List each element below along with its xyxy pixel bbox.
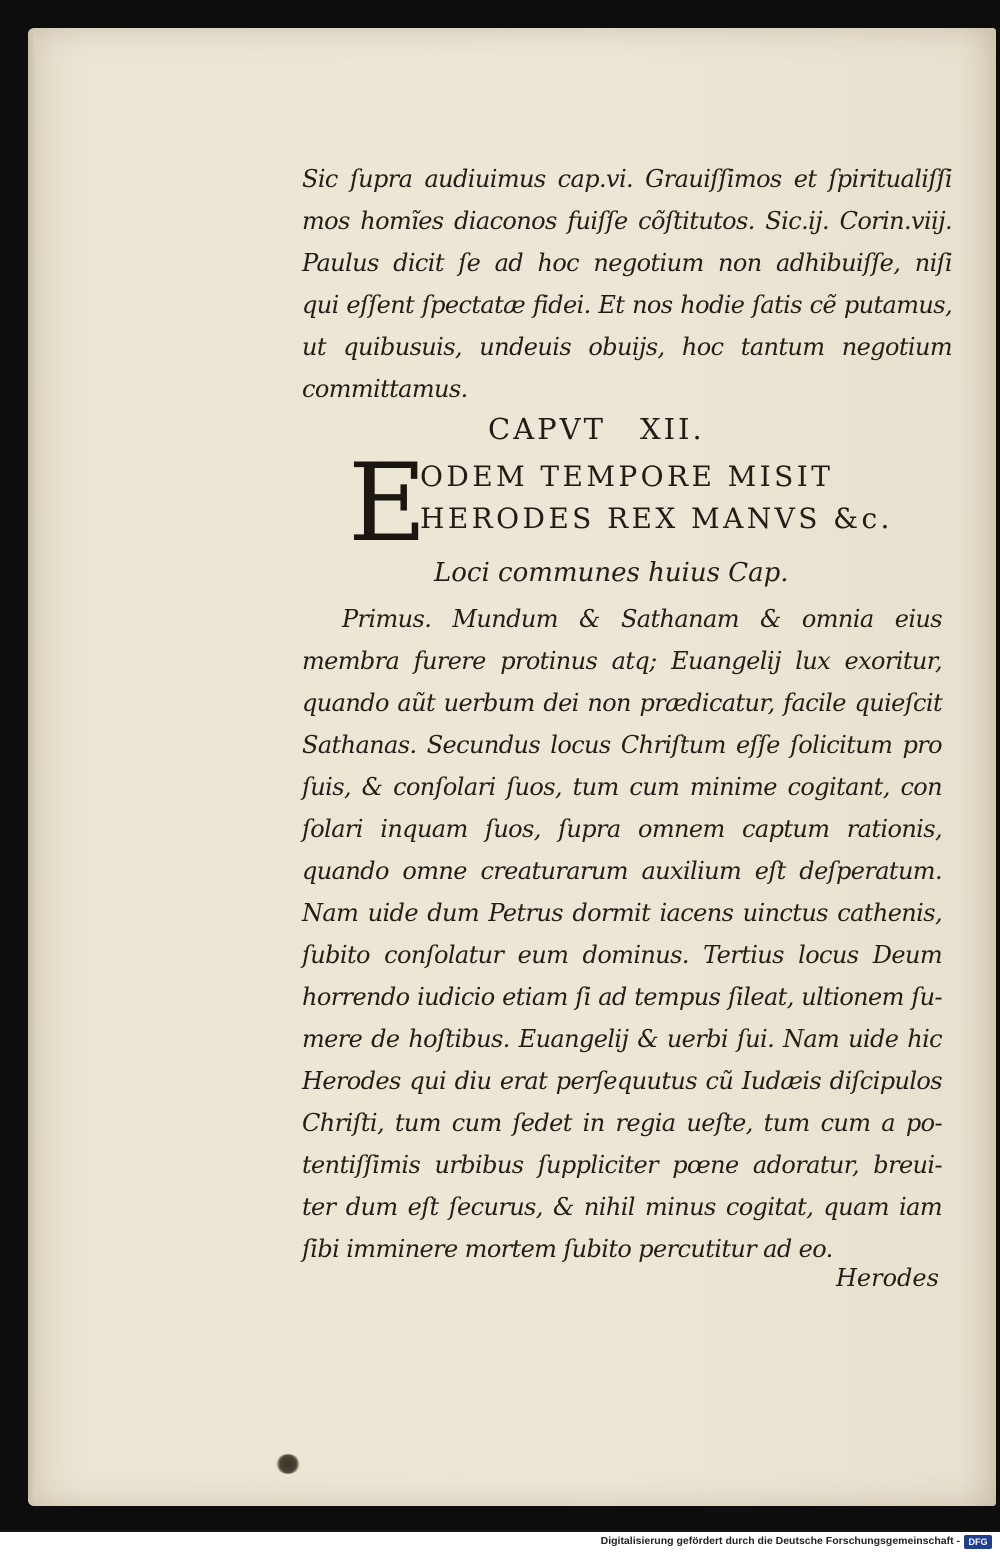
opening-caps-line: ODEM TEMPORE MISIT [420, 460, 834, 493]
text-line: quando aũt uerbum dei non prædicatur, facile quieſcit [302, 689, 942, 717]
text-line: ſibi imminere mortem ſubito percutitur ad eo. [302, 1235, 833, 1263]
text-line: Sathanas. Secundus locus Chriſtum eſſe ſolicitum pro [302, 731, 942, 759]
text-line: Herodes qui diu erat perſequutus cũ Iudæis diſcipulos [302, 1067, 942, 1095]
text-line: Chriſti, tum cum ſedet in regia ueſte, tum cum a po- [302, 1109, 942, 1137]
text-line: tentiſſimis urbibus ſuppliciter pœne adoratur, breui- [302, 1151, 942, 1179]
text-line: ſolari inquam ſuos, ſupra omnem captum rationis, [302, 815, 942, 843]
chapter-heading [488, 412, 705, 446]
text-line: committamus. [302, 375, 468, 403]
text-line: mos homĩes diaconos fuiſſe cõſtitutos. Sic.ij. Corin.viij. [302, 207, 952, 235]
page-gutter-edge [28, 34, 36, 1500]
footer-bar [0, 1532, 1000, 1553]
drop-capital: E [348, 441, 427, 566]
text-line: ſuis, & conſolari ſuos, tum cum minime cogitant, con [302, 773, 942, 801]
text-line: ut quibusuis, undeuis obuijs, hoc tantum negotium [302, 333, 952, 361]
funding-credit: Digitalisierung gefördert durch die Deutsche Forschungsgemeinschaft - [600, 1535, 960, 1547]
loci-subheading: Loci communes huius Cap. [434, 558, 789, 588]
text-line: ſubito conſolatur eum dominus. Tertius locus Deum [302, 941, 942, 969]
text-line: ter dum eſt ſecurus, & nihil minus cogitat, quam iam [302, 1193, 942, 1221]
ink-blot [276, 1454, 300, 1474]
text-line: quando omne creaturarum auxilium eſt deſperatum. [302, 857, 942, 885]
text-line: Nam uide dum Petrus dormit iacens uinctus cathenis, [302, 899, 942, 927]
text-line: Primus. Mundum & Sathanam & omnia eius [342, 605, 942, 633]
dfg-logo-icon: DFG [964, 1535, 992, 1549]
chapter-word: CAPVT [488, 412, 606, 446]
text-line: membra furere protinus atq; Euangelij lux exoritur, [302, 647, 942, 675]
opening-caps-line: HERODES REX MANVS &c. [420, 502, 893, 535]
text-line: mere de hoſtibus. Euangelij & uerbi ſui. Nam uide hic [302, 1025, 942, 1053]
text-line: Paulus dicit ſe ad hoc negotium non adhibuiſſe, niſi [302, 249, 952, 277]
intro-paragraph [302, 158, 952, 410]
chapter-numeral: XII. [639, 412, 705, 446]
text-line: qui eſſent ſpectatæ fidei. Et nos hodie ſatis cẽ putamus, [302, 291, 952, 319]
text-line: Sic ſupra audiuimus cap.vi. Grauiſſimos et ſpiritualiſſi [302, 165, 952, 193]
body-paragraph [302, 598, 942, 1270]
catchword: Herodes [836, 1264, 939, 1292]
text-line: horrendo iudicio etiam ſi ad tempus ſileat, ultionem ſu- [302, 983, 942, 1011]
